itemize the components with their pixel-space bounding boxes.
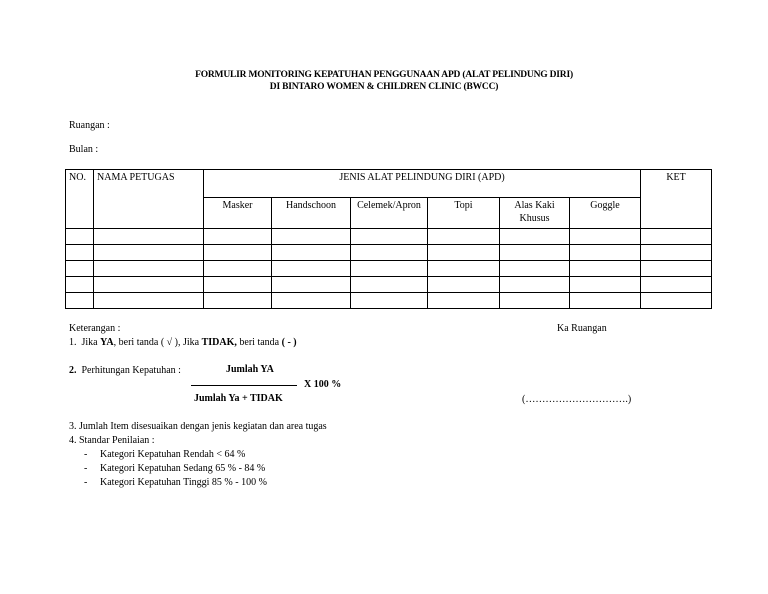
header-jenis-apd: JENIS ALAT PELINDUNG DIRI (APD) (204, 170, 641, 198)
header-celemek-apron: Celemek/Apron (351, 198, 428, 229)
table-row (66, 277, 712, 293)
table-row (66, 229, 712, 245)
form-title-line2: DI BINTARO WOMEN & CHILDREN CLINIC (BWCC) (269, 82, 499, 92)
note-item-3: 3. Jumlah Item disesuaikan dengan jenis kegiatan dan area tugas (69, 421, 327, 432)
ka-ruangan-label: Ka Ruangan (557, 323, 607, 334)
header-nama-petugas: NAMA PETUGAS (94, 170, 204, 229)
category-medium: Kategori Kepatuhan Sedang 65 % - 84 % (100, 463, 266, 474)
header-no: NO. (66, 170, 94, 229)
category-dash: - (84, 449, 88, 460)
note-item-1: 1. Jika YA, beri tanda ( √ ), Jika TIDAK, beri tanda ( - ) (69, 337, 297, 348)
table-row (66, 245, 712, 261)
note-item-2: 2. Perhitungan Kepatuhan : (69, 365, 181, 376)
table-row (66, 293, 712, 309)
category-low: Kategori Kepatuhan Rendah < 64 % (100, 449, 246, 460)
category-dash: - (84, 477, 88, 488)
keterangan-label: Keterangan : (69, 323, 121, 334)
header-alas-kaki-khusus: Alas Kaki Khusus (500, 198, 570, 229)
category-dash: - (84, 463, 88, 474)
formula-denominator: Jumlah Ya + TIDAK (194, 393, 283, 404)
note-item-4: 4. Standar Penilaian : (69, 435, 155, 446)
category-high: Kategori Kepatuhan Tinggi 85 % - 100 % (100, 477, 267, 488)
apd-monitoring-table (65, 169, 712, 309)
table-row (66, 261, 712, 277)
signature-placeholder: (………………………….) (522, 394, 632, 405)
form-title-line1: FORMULIR MONITORING KEPATUHAN PENGGUNAAN APD (ALAT PELINDUNG DIRI) (195, 70, 573, 80)
header-topi: Topi (428, 198, 500, 229)
bulan-label: Bulan : (69, 144, 99, 155)
header-handschoon: Handschoon (272, 198, 351, 229)
header-goggle: Goggle (570, 198, 641, 229)
header-ket: KET (641, 170, 712, 229)
formula-multiplier: X 100 % (304, 379, 342, 390)
ruangan-label: Ruangan : (69, 120, 110, 131)
formula-fraction-line (191, 385, 297, 386)
header-masker: Masker (204, 198, 272, 229)
formula-numerator: Jumlah YA (226, 364, 274, 375)
